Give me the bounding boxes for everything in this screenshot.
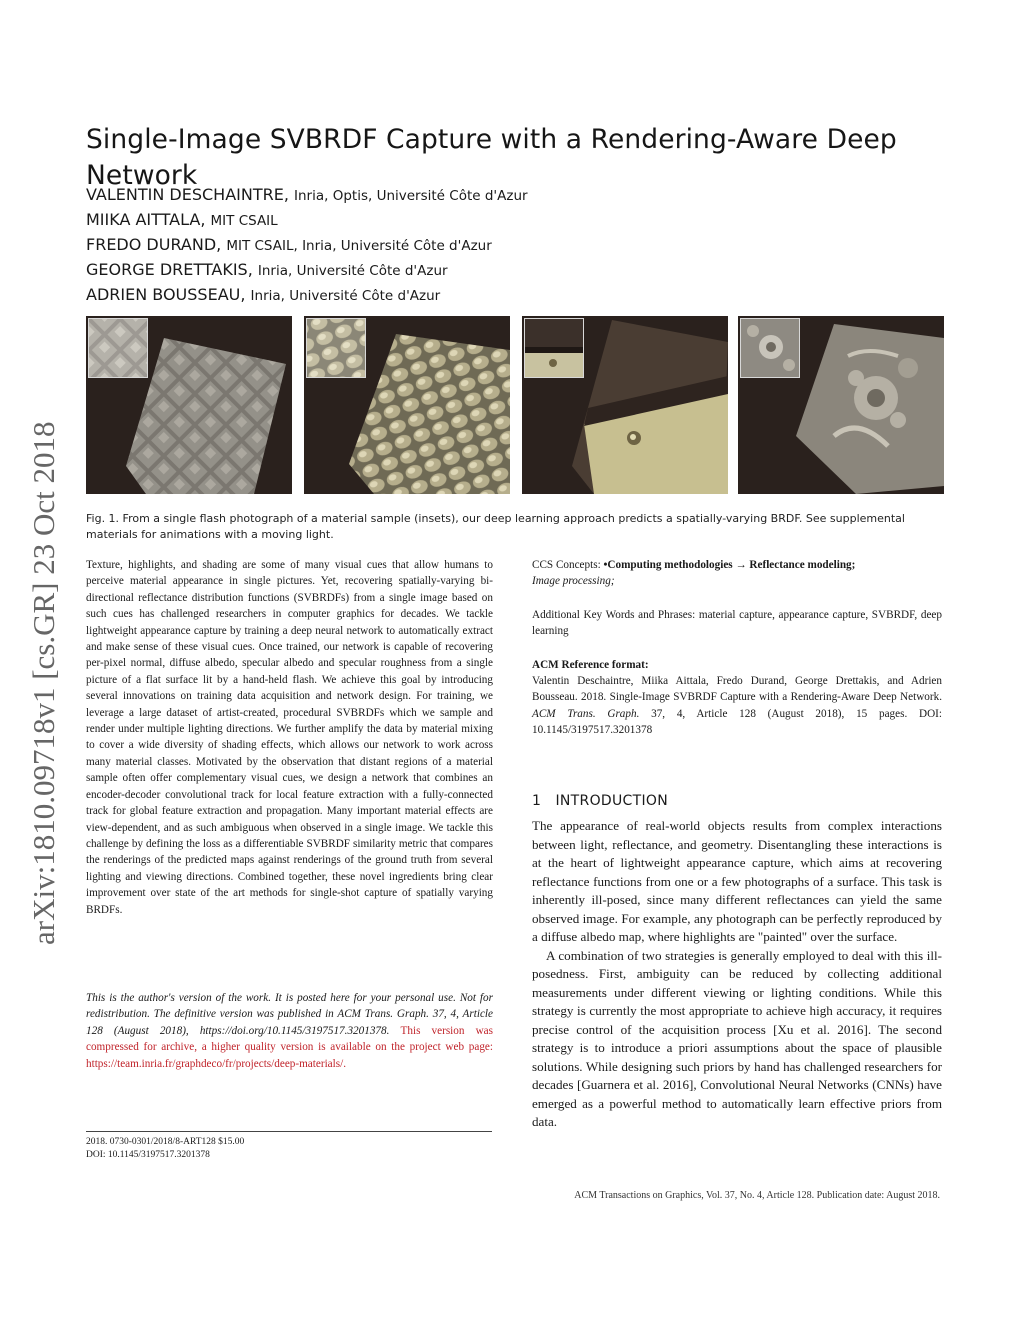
figure-caption: Fig. 1. From a single flash photograph of a material sample (insets), our deep learning approach predicts a spatially-varying BRDF. See supplemental materials for animations with a moving light. (86, 512, 905, 541)
page-footer: ACM Transactions on Graphics, Vol. 37, No. 4, Article 128. Publication date: August 2018. (574, 1190, 940, 1201)
author-1 (86, 183, 786, 208)
figure-panel-tiles (86, 316, 292, 494)
figure-panel-ornament (738, 316, 944, 494)
author-affiliation: MIT CSAIL (210, 213, 278, 229)
author-2 (86, 208, 786, 233)
figure-panel-metal (522, 316, 728, 494)
keywords: Additional Key Words and Phrases: material capture, appearance capture, SVBRDF, deep learning (532, 608, 942, 638)
introduction-body (532, 817, 942, 1132)
author-affiliation: Inria, Optis, Université Côte d'Azur (294, 188, 528, 204)
reference-before: Valentin Deschaintre, Miika Aittala, Fredo Durand, George Drettakis, and Adrien Bousseau. 2018. Single-Image SVBRDF Capture with a Rendering-Aware Deep Network. (532, 675, 942, 704)
figure-panel-scales (304, 316, 510, 494)
author-affiliation: Inria, Université Côte d'Azur (250, 288, 441, 304)
footnote-line-1: 2018. 0730-0301/2018/8-ART128 $15.00 (86, 1137, 245, 1147)
abstract: Texture, highlights, and shading are some of many visual cues that allow humans to perceive material appearance in single pictures. Yet, recovering spatially-varying bi-directional reflectance distribution functions (SVBRDFs) from a single image based on such cues has challenged researchers in computer graphics for decades. We tackle lightweight appearance capture by training a deep neural network to automatically extract and make sense of these visual cues. Once trained, our network is capable of recovering per-pixel normal, diffuse albedo, specular albedo and specular roughness from a single picture of a flat surface lit by a hand-held flash. We achieve this goal by introducing several innovations on training data acquisition and network design. For training, we leverage a large dataset of artist-created, procedural SVBRDFs which we sample and render under multiple lighting directions. We further amplify the data by material mixing to cover a wide diversity of shading effects, which allows our network to work across many material classes. Motivated by the observation that distant regions of a material sample often offer complementary visual cues, we design a network that combines an encoder-decoder convolutional track for local feature extraction with a fully-connected track for global feature extraction and propagation. Many important material effects are view-dependent, and as such ambiguous when observed in a single image. We tackle this challenge by defining the loss as a differentiable SVBRDF similarity metric that compares the renderings of the predicted maps against renderings of the ground truth from several lighting and viewing directions. Combined together, these novel ingredients bring clear improvement over state of the art methods for single-shot capture of spatially varying BRDFs. (86, 559, 493, 916)
ccs-italic: Image processing; (532, 575, 615, 588)
reference-text (532, 673, 942, 739)
arxiv-stamp: arXiv:1810.09718v1 [cs.GR] 23 Oct 2018 (26, 421, 61, 945)
reference-heading (532, 657, 942, 673)
author-list (86, 183, 786, 308)
footnote-doi: DOI: 10.1145/3197517.3201378 (86, 1150, 210, 1160)
figure-1 (86, 316, 946, 494)
footnote-rule (86, 1131, 492, 1132)
right-column (532, 557, 942, 739)
archive-note-link[interactable]: This version was compressed for archive, a higher quality version is available on the project web page: https://team.inria.fr/graphdeco/fr/projects/deep-materials/. (86, 1024, 493, 1070)
author-name: FREDO DURAND, (86, 235, 222, 254)
ccs-concepts (532, 557, 942, 590)
scales-inset-photo (306, 318, 366, 378)
ornament-inset-photo (740, 318, 800, 378)
author-name: ADRIEN BOUSSEAU, (86, 285, 246, 304)
author-4 (86, 258, 786, 283)
author-5 (86, 283, 786, 308)
author-name: MIIKA AITTALA, (86, 210, 206, 229)
reference-heading-text: ACM Reference format: (532, 658, 649, 671)
section-heading (532, 793, 668, 809)
tiles-inset-photo (88, 318, 148, 378)
author-note-text: This is the author's version of the work. It is posted here for your personal use. Not for redistribution. The definitive version was published in ACM Trans. Graph. 37, 4, Article 128 (August 2018), https://doi.org/10.1145/3197517.3201378. (86, 992, 493, 1037)
reference-journal: ACM Trans. Graph. (532, 707, 640, 720)
reference-after: 37, 4, Article 128 (August 2018), 15 pages. DOI: 10.1145/3197517.3201378 (532, 707, 942, 737)
section-number: 1 (532, 793, 542, 809)
author-name: VALENTIN DESCHAINTRE, (86, 185, 289, 204)
author-name: GEORGE DRETTAKIS, (86, 260, 253, 279)
intro-paragraph-2: A combination of two strategies is generally employed to deal with this ill-posedness. First, ambiguity can be reduced by collecting additional measurements under different viewing or lighting conditions. While this strategy is currently the most appropriate to achieve high accuracy, it requires precise control of the acquisition process [Xu et al. 2016]. The second strategy is to introduce a priori assumptions about the space of plausible solutions. While designing such priors by hand has challenged researchers for decades [Guarnera et al. 2016], Convolutional Neural Networks (CNNs) have emerged as a powerful method to automatically learn effective priors from data. (532, 947, 942, 1129)
section-title: INTRODUCTION (555, 793, 668, 809)
ccs-label: CCS Concepts: (532, 559, 604, 571)
author-affiliation: Inria, Université Côte d'Azur (257, 263, 448, 279)
author-affiliation: MIT CSAIL, Inria, Université Côte d'Azur (226, 238, 492, 254)
ccs-bold: •Computing methodologies → Reflectance modeling; (603, 559, 856, 571)
metal-inset-photo (524, 318, 584, 378)
author-3 (86, 233, 786, 258)
paper-title: Single-Image SVBRDF Capture with a Rendering-Aware Deep Network (86, 124, 897, 191)
intro-paragraph-1: The appearance of real-world objects results from complex interactions between light, reflectance, and geometry. Disentangling these interactions is at the heart of lightweight appearance capture, which aims at recovering reflectance functions from one or a few photographs of a surface. This task is inherently ill-posed, since many different reflectances can yield the same observed image. For example, any photograph can be perfectly reproduced by a diffuse albedo map, where highlights are "painted" over the surface. (532, 818, 942, 944)
footnote (86, 1136, 493, 1162)
author-version-note (86, 990, 493, 1072)
